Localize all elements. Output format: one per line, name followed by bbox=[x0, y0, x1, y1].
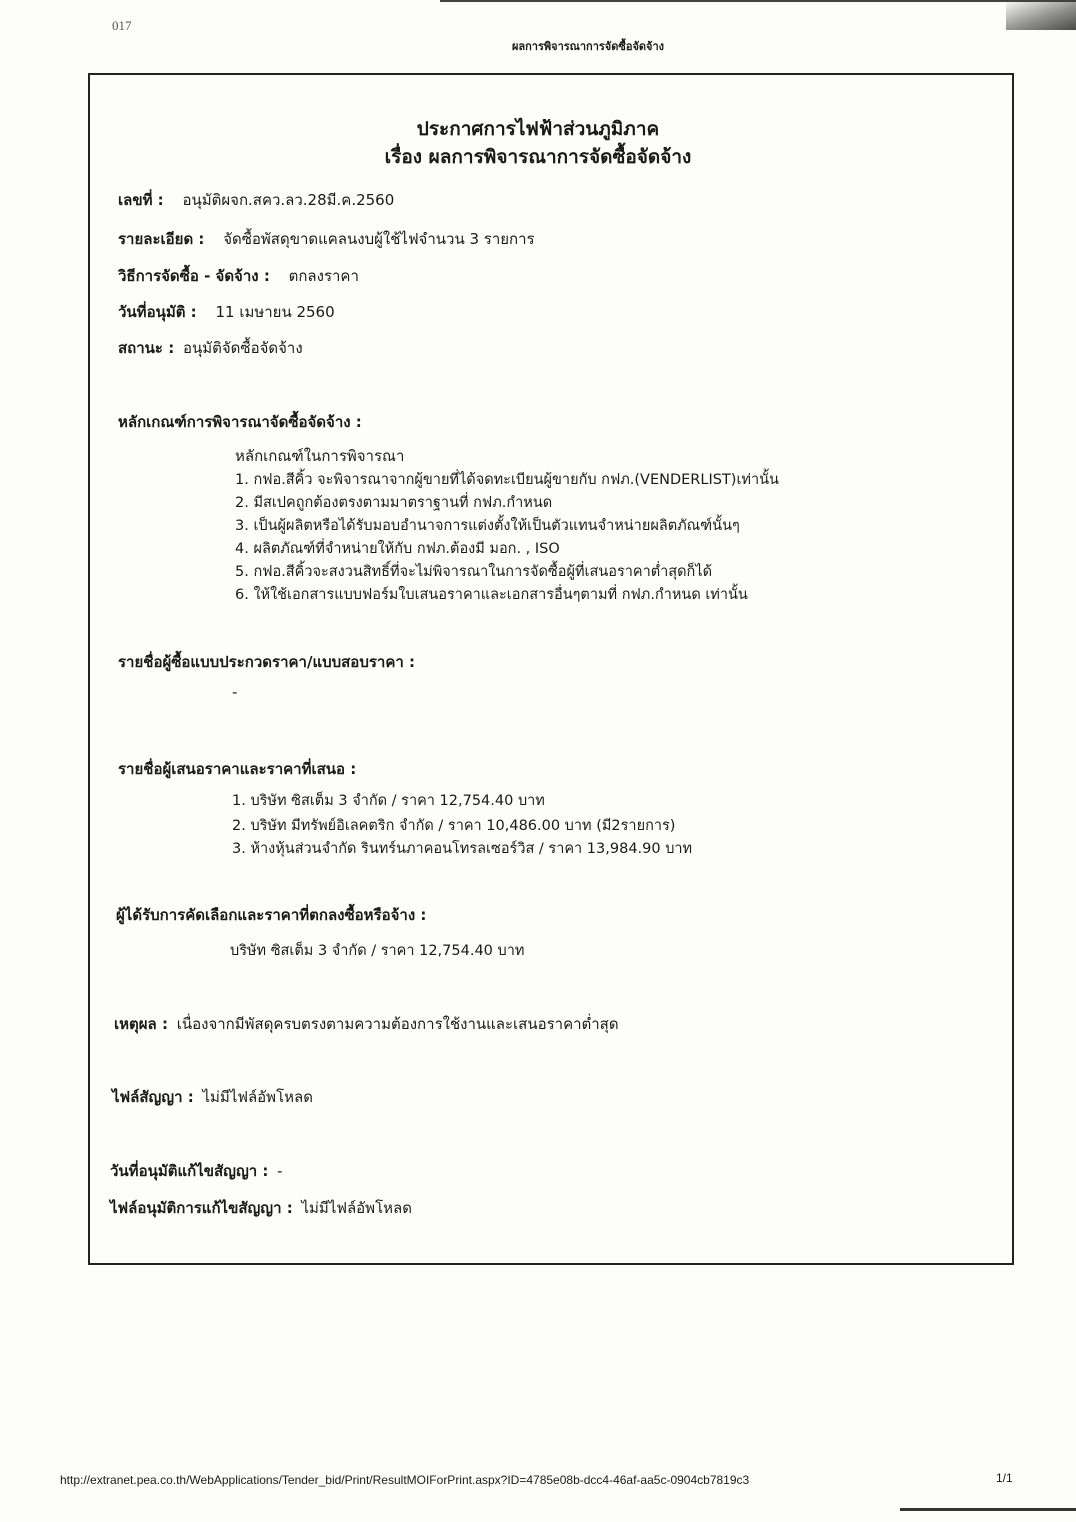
field-number bbox=[118, 188, 394, 212]
footer-page-number: 1/1 bbox=[996, 1471, 1013, 1485]
criteria-item: 4. ผลิตภัณฑ์ที่จำหน่ายให้กับ กฟภ.ต้องมี มอก. , ISO bbox=[235, 541, 560, 557]
amend-date-value: - bbox=[277, 1162, 283, 1180]
scan-edge-top bbox=[440, 0, 1076, 2]
field-method-value: ตกลงราคา bbox=[288, 267, 359, 285]
reason bbox=[114, 1012, 619, 1036]
contract-file bbox=[112, 1085, 313, 1109]
field-detail-value: จัดซื้อพัสดุขาดแคลนงบผู้ใช้ไฟจำนวน 3 รายการ bbox=[223, 230, 535, 248]
field-detail-label: รายละเอียด : bbox=[118, 230, 205, 248]
reason-value: เนื่องจากมีพัสดุครบตรงตามความต้องการใช้งานและเสนอราคาต่ำสุด bbox=[176, 1015, 619, 1033]
field-approval-date-value: 11 เมษายน 2560 bbox=[215, 303, 335, 321]
bidders-label: รายชื่อผู้เสนอราคาและราคาที่เสนอ : bbox=[118, 760, 357, 778]
field-number-label: เลขที่ : bbox=[118, 191, 164, 209]
criteria-item: 3. เป็นผู้ผลิตหรือได้รับมอบอำนาจการแต่งตั้งให้เป็นตัวแทนจำหน่ายผลิตภัณฑ์นั้นๆ bbox=[235, 518, 740, 534]
corner-number: 017 bbox=[112, 18, 132, 33]
field-detail bbox=[118, 227, 535, 251]
field-number-value: อนุมัติผจก.สคว.ลว.28มี.ค.2560 bbox=[182, 191, 395, 209]
announcement-title: ประกาศการไฟฟ้าส่วนภูมิภาค bbox=[416, 118, 660, 140]
criteria-subtitle: หลักเกณฑ์ในการพิจารณา bbox=[235, 447, 405, 465]
scan-smudge bbox=[1006, 0, 1076, 30]
criteria-label: หลักเกณฑ์การพิจารณาจัดซื้อจัดจ้าง : bbox=[118, 413, 362, 431]
field-status-value: อนุมัติจัดซื้อจัดจ้าง bbox=[182, 339, 303, 357]
page-header-title: ผลการพิจารณาการจัดซื้อจัดจ้าง bbox=[511, 40, 665, 53]
criteria-item: 6. ให้ใช้เอกสารแบบฟอร์มใบเสนอราคาและเอกสารอื่นๆตามที่ กฟภ.กำหนด เท่านั้น bbox=[235, 587, 748, 603]
field-method-label: วิธีการจัดซื้อ - จัดจ้าง : bbox=[118, 267, 270, 285]
bidder-item: 2. บริษัท มีทรัพย์อิเลคตริก จำกัด / ราคา 10,486.00 บาท (มี2รายการ) bbox=[232, 818, 676, 834]
announcement-subject: เรื่อง ผลการพิจารณาการจัดซื้อจัดจ้าง bbox=[384, 146, 692, 168]
footer-url: http://extranet.pea.co.th/WebApplications/Tender_bid/Print/ResultMOIForPrint.aspx?ID=4785e08b-dcc4-46af-aa5c-0904cb7819c3 bbox=[60, 1473, 750, 1487]
contract-file-label: ไฟล์สัญญา : bbox=[112, 1088, 194, 1106]
amend-file bbox=[110, 1196, 412, 1220]
winner-label: ผู้ได้รับการคัดเลือกและราคาที่ตกลงซื้อหรือจ้าง : bbox=[116, 906, 427, 924]
criteria-item: 1. กฟอ.สีคิ้ว จะพิจารณาจากผู้ขายที่ได้จดทะเบียนผู้ขายกับ กฟภ.(VENDERLIST)เท่านั้น bbox=[235, 472, 779, 488]
buyers-label: รายชื่อผู้ซื้อแบบประกวดราคา/แบบสอบราคา : bbox=[118, 653, 415, 671]
amend-date-label: วันที่อนุมัติแก้ไขสัญญา : bbox=[110, 1162, 269, 1180]
buyers-value: - bbox=[232, 683, 238, 701]
winner-value: บริษัท ซิสเต็ม 3 จำกัด / ราคา 12,754.40 บาท bbox=[230, 943, 525, 959]
reason-label: เหตุผล : bbox=[114, 1015, 168, 1033]
field-approval-date bbox=[118, 300, 335, 324]
criteria-item: 2. มีสเปคถูกต้องตรงตามมาตราฐานที่ กฟภ.กำหนด bbox=[235, 495, 553, 511]
amend-file-label: ไฟล์อนุมัติการแก้ไขสัญญา : bbox=[110, 1199, 293, 1217]
amend-date bbox=[110, 1159, 283, 1183]
bidder-item: 1. บริษัท ซิสเต็ม 3 จำกัด / ราคา 12,754.40 บาท bbox=[232, 793, 545, 809]
contract-file-value: ไม่มีไฟล์อัพโหลด bbox=[202, 1088, 313, 1106]
scan-edge-bottom bbox=[900, 1508, 1076, 1511]
bidder-item: 3. ห้างหุ้นส่วนจำกัด รินทร์นภาคอนโทรลเซอร์วิส / ราคา 13,984.90 บาท bbox=[232, 841, 693, 857]
criteria-item: 5. กฟอ.สีคิ้วจะสงวนสิทธิ์ที่จะไม่พิจารณาในการจัดซื้อผู้ที่เสนอราคาต่ำสุดก็ได้ bbox=[235, 564, 713, 580]
amend-file-value: ไม่มีไฟล์อัพโหลด bbox=[301, 1199, 412, 1217]
field-approval-date-label: วันที่อนุมัติ : bbox=[118, 303, 197, 321]
field-status-label: สถานะ : bbox=[118, 339, 175, 357]
field-method bbox=[118, 264, 359, 288]
field-status bbox=[118, 336, 303, 360]
